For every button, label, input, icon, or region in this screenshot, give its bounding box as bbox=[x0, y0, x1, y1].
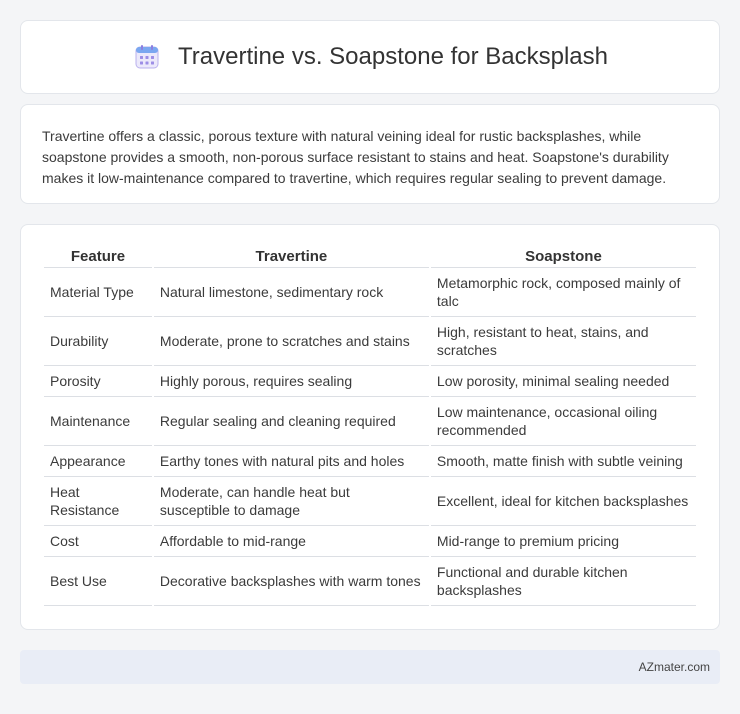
page-title: Travertine vs. Soapstone for Backsplash bbox=[178, 43, 608, 70]
table-row bbox=[44, 477, 696, 526]
feature-cell: Best Use bbox=[44, 557, 152, 606]
feature-cell: Porosity bbox=[44, 366, 152, 397]
footer-brand: AZmater.com bbox=[638, 660, 710, 674]
soapstone-cell: Excellent, ideal for kitchen backsplashes bbox=[431, 477, 696, 526]
table-row bbox=[44, 397, 696, 446]
title-wrap bbox=[132, 42, 608, 72]
soapstone-cell: Functional and durable kitchen backsplashes bbox=[431, 557, 696, 606]
feature-cell: Appearance bbox=[44, 446, 152, 477]
table-row bbox=[44, 557, 696, 606]
calendar-icon bbox=[132, 42, 162, 72]
header-travertine: Travertine bbox=[154, 245, 429, 268]
table-card bbox=[20, 224, 720, 630]
soapstone-cell: Low maintenance, occasional oiling recommended bbox=[431, 397, 696, 446]
soapstone-cell: Metamorphic rock, composed mainly of talc bbox=[431, 268, 696, 317]
travertine-cell: Moderate, prone to scratches and stains bbox=[154, 317, 429, 366]
table-row bbox=[44, 268, 696, 317]
travertine-cell: Earthy tones with natural pits and holes bbox=[154, 446, 429, 477]
table-row bbox=[44, 317, 696, 366]
header-card bbox=[20, 20, 720, 94]
travertine-cell: Decorative backsplashes with warm tones bbox=[154, 557, 429, 606]
intro-text: Travertine offers a classic, porous texture with natural veining ideal for rustic backsplashes, while soapstone provides a smooth, non-porous surface resistant to stains and heat. Soapstone's durability makes it low-maintenance compared to travertine, which requires regular sealing to prevent damage. bbox=[42, 128, 669, 186]
table-row bbox=[44, 446, 696, 477]
feature-cell: Heat Resistance bbox=[44, 477, 152, 526]
table-header-row bbox=[44, 245, 696, 268]
travertine-cell: Affordable to mid-range bbox=[154, 526, 429, 557]
travertine-cell: Regular sealing and cleaning required bbox=[154, 397, 429, 446]
header-feature: Feature bbox=[44, 245, 152, 268]
feature-cell: Material Type bbox=[44, 268, 152, 317]
travertine-cell: Natural limestone, sedimentary rock bbox=[154, 268, 429, 317]
travertine-cell: Highly porous, requires sealing bbox=[154, 366, 429, 397]
table-row bbox=[44, 526, 696, 557]
comparison-table bbox=[42, 245, 698, 606]
table-row bbox=[44, 366, 696, 397]
intro-card bbox=[20, 104, 720, 204]
footer-bar bbox=[20, 650, 720, 684]
soapstone-cell: Low porosity, minimal sealing needed bbox=[431, 366, 696, 397]
feature-cell: Durability bbox=[44, 317, 152, 366]
feature-cell: Cost bbox=[44, 526, 152, 557]
soapstone-cell: Mid-range to premium pricing bbox=[431, 526, 696, 557]
header-soapstone: Soapstone bbox=[431, 245, 696, 268]
soapstone-cell: Smooth, matte finish with subtle veining bbox=[431, 446, 696, 477]
soapstone-cell: High, resistant to heat, stains, and scratches bbox=[431, 317, 696, 366]
travertine-cell: Moderate, can handle heat but susceptible to damage bbox=[154, 477, 429, 526]
feature-cell: Maintenance bbox=[44, 397, 152, 446]
